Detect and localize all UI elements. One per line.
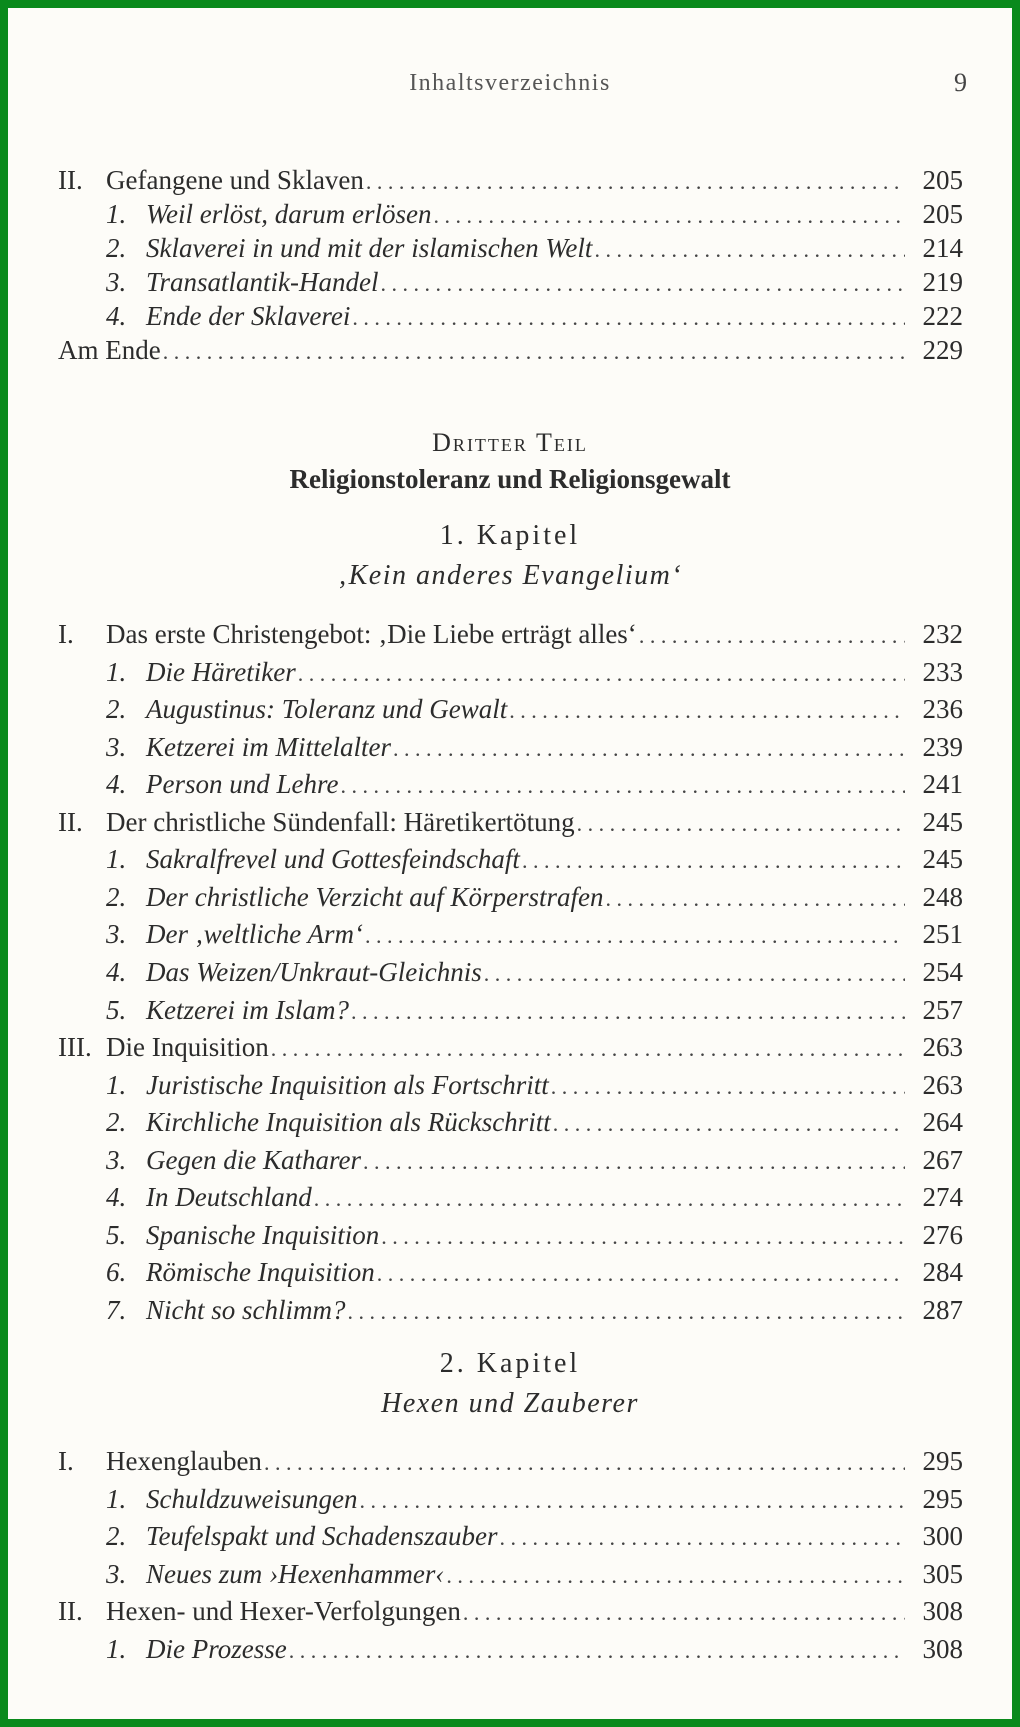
dot-leader: [377, 1255, 905, 1291]
toc-entry-title: Sakralfrevel und Gottesfeindschaft: [146, 844, 520, 875]
toc-entry-title: Gefangene und Sklaven: [106, 165, 364, 195]
chapter-1-label: 1. Kapitel: [439, 520, 581, 551]
toc-entry-number: 2.: [106, 881, 127, 912]
toc-entry-title: Sklaverei in und mit der islamischen Welt: [146, 233, 593, 263]
toc-subentry: [58, 1218, 963, 1252]
toc-entry-number: I.: [58, 619, 74, 649]
toc-entry-page: 245: [922, 844, 963, 875]
toc-entry-number: II.: [58, 165, 83, 195]
dot-leader: [393, 730, 905, 766]
toc-entry-title: Ketzerei im Mittelalter: [146, 731, 391, 762]
dot-leader: [348, 1293, 906, 1329]
toc-entry-title: Die Häretiker: [146, 656, 296, 687]
toc-entry-page: 308: [922, 1634, 963, 1664]
toc-entry-page: 248: [922, 881, 963, 912]
toc-entry-page: 229: [922, 335, 963, 365]
toc-entry-number: II.: [58, 1596, 83, 1627]
toc-entry-page: 245: [922, 806, 963, 837]
toc-entry-title: Das erste Christengebot: ‚Die Liebe erträgt alles‘: [106, 619, 637, 649]
toc-entry-number: 3.: [106, 1144, 127, 1175]
toc-entry-title: Schuldzuweisungen: [146, 1483, 358, 1514]
toc-subentry: [58, 1557, 963, 1591]
dot-leader: [314, 1180, 905, 1216]
toc-entry-title: Augustinus: Toleranz und Gewalt: [146, 694, 508, 725]
book-page: [8, 8, 1012, 1719]
toc-subentry: [58, 1068, 963, 1102]
toc-entry: [58, 1444, 963, 1478]
toc-subentry: [58, 1255, 963, 1289]
toc-entry-page: 263: [922, 1069, 963, 1100]
toc-entry-number: 4.: [106, 301, 127, 331]
toc-subentry: [58, 265, 963, 299]
toc-entry-title: Hexen- und Hexer-Verfolgungen: [106, 1596, 461, 1627]
dot-leader: [605, 880, 905, 916]
toc-entry-number: 1.: [106, 1634, 127, 1664]
toc-entry-number: III.: [58, 1032, 92, 1063]
toc-entry-number: I.: [58, 1446, 74, 1476]
dot-leader: [553, 1105, 905, 1141]
toc-entry-page: 232: [922, 619, 963, 649]
toc-subentry: [58, 917, 963, 951]
dot-leader: [264, 1444, 905, 1480]
dot-leader: [366, 163, 905, 199]
toc-entry-number: 2.: [106, 233, 127, 263]
toc-entry-title: Das Weizen/Unkraut-Gleichnis: [146, 956, 482, 987]
dot-leader: [363, 1143, 905, 1179]
toc-entry-number: 2.: [106, 1107, 127, 1138]
toc-subentry: [58, 955, 963, 989]
toc-entry: [58, 333, 963, 367]
toc-entry-title: Ketzerei im Islam?: [146, 994, 349, 1025]
dot-leader: [381, 1218, 905, 1254]
dot-leader: [639, 617, 905, 653]
toc-entry-number: 2.: [106, 694, 127, 725]
toc-entry-number: 4.: [106, 769, 127, 800]
toc-entry-page: 205: [922, 165, 963, 195]
toc-entry-number: 4.: [106, 956, 127, 987]
toc-entry-title: Person und Lehre: [146, 769, 339, 800]
toc-entry-title: Der christliche Sündenfall: Häretikertötung: [106, 806, 575, 837]
dot-leader: [340, 767, 905, 803]
dot-leader: [271, 1030, 905, 1066]
part-label: Dritter Teil: [432, 428, 588, 457]
toc-subentry: [58, 1143, 963, 1177]
toc-entry-number: 6.: [106, 1257, 127, 1288]
toc-entry-number: 1.: [106, 844, 127, 875]
dot-leader: [463, 1594, 905, 1630]
toc-entry-number: 2.: [106, 1521, 127, 1552]
dot-leader: [446, 1557, 905, 1593]
toc-subentry: [58, 692, 963, 726]
toc-entry-page: 284: [922, 1257, 963, 1288]
toc-entry-page: 287: [922, 1294, 963, 1325]
toc-entry-title: Spanische Inquisition: [146, 1219, 380, 1250]
toc-entry-title: Weil erlöst, darum erlösen: [146, 199, 432, 229]
dot-leader: [163, 333, 905, 369]
toc-entry-number: 1.: [106, 656, 127, 687]
chapter-2-title: Hexen und Zauberer: [381, 1388, 639, 1419]
toc-entry-page: 233: [922, 656, 963, 687]
toc-entry-number: 7.: [106, 1294, 127, 1325]
toc-entry-number: 3.: [106, 1558, 127, 1589]
dot-leader: [522, 842, 905, 878]
toc-entry-title: Juristische Inquisition als Fortschritt: [146, 1069, 549, 1100]
toc-subentry: [58, 299, 963, 333]
dot-leader: [499, 1519, 905, 1555]
toc-subentry: [58, 767, 963, 801]
toc-entry-page: 241: [922, 769, 963, 800]
toc-entry-page: 276: [922, 1219, 963, 1250]
toc-entry-title: Ende der Sklaverei: [146, 301, 351, 331]
dot-leader: [484, 955, 905, 991]
toc-subentry: [58, 1105, 963, 1139]
toc-entry-title: Teufelspakt und Schadenszauber: [146, 1521, 498, 1552]
toc-subentry: [58, 197, 963, 231]
toc-entry-number: 4.: [106, 1182, 127, 1213]
dot-leader: [351, 993, 905, 1029]
dot-leader: [289, 1632, 905, 1668]
toc-entry-title: In Deutschland: [146, 1182, 312, 1213]
toc-entry-page: 274: [922, 1182, 963, 1213]
toc-subentry: [58, 1632, 963, 1666]
toc-entry-page: 295: [922, 1483, 963, 1514]
toc-entry-number: 1.: [106, 1483, 127, 1514]
toc-entry-title: Der ‚weltliche Arm‘: [146, 919, 363, 950]
toc-entry-page: 254: [922, 956, 963, 987]
dot-leader: [434, 197, 906, 233]
toc-entry-title: Hexenglauben: [106, 1446, 262, 1476]
toc-entry-number: 1.: [106, 199, 127, 229]
dot-leader: [551, 1068, 905, 1104]
toc-subentry: [58, 655, 963, 689]
toc-entry-title: Nicht so schlimm?: [146, 1294, 346, 1325]
dot-leader: [381, 265, 905, 301]
toc-entry-page: 219: [922, 267, 963, 297]
toc-subentry: [58, 842, 963, 876]
dot-leader: [359, 1482, 905, 1518]
dot-leader: [298, 655, 905, 691]
toc-entry-number: II.: [58, 806, 83, 837]
toc-entry-page: 300: [922, 1521, 963, 1552]
toc-subentry: [58, 993, 963, 1027]
toc-entry-title: Der christliche Verzicht auf Körperstrafen: [146, 881, 604, 912]
toc-entry-title: Neues zum ›Hexenhammer‹: [146, 1558, 445, 1589]
toc-entry-title: Die Prozesse: [146, 1634, 287, 1664]
toc-entry-page: 214: [922, 233, 963, 263]
page-number: 9: [954, 68, 967, 97]
chapter-1-title: ‚Kein anderes Evangelium‘: [337, 560, 683, 591]
toc-subentry: [58, 730, 963, 764]
toc-entry-title: Am Ende: [58, 335, 161, 365]
toc-entry-number: 3.: [106, 919, 127, 950]
toc-entry-title: Römische Inquisition: [146, 1257, 375, 1288]
toc-entry-page: 239: [922, 731, 963, 762]
part-title: Religionstoleranz und Religionsgewalt: [289, 464, 731, 494]
dot-leader: [594, 231, 905, 267]
toc-entry-page: 264: [922, 1107, 963, 1138]
running-head: Inhaltsverzeichnis: [409, 70, 611, 96]
toc-entry-title: Die Inquisition: [106, 1032, 269, 1063]
toc-entry-number: 1.: [106, 1069, 127, 1100]
toc-subentry: [58, 1482, 963, 1516]
toc-entry-page: 251: [922, 919, 963, 950]
toc-subentry: [58, 880, 963, 914]
dot-leader: [352, 299, 905, 335]
dot-leader: [509, 692, 905, 728]
toc-entry-page: 295: [922, 1446, 963, 1476]
toc-entry-title: Transatlantik-Handel: [146, 267, 379, 297]
toc-entry-page: 205: [922, 199, 963, 229]
toc-subentry: [58, 1519, 963, 1553]
dot-leader: [365, 917, 905, 953]
chapter-2-label: 2. Kapitel: [439, 1348, 581, 1379]
toc-subentry: [58, 1293, 963, 1327]
dot-leader: [577, 805, 905, 841]
toc-entry: [58, 1030, 963, 1064]
toc-entry-title: Kirchliche Inquisition als Rückschritt: [146, 1107, 551, 1138]
toc-entry-page: 236: [922, 694, 963, 725]
toc-entry-number: 5.: [106, 994, 127, 1025]
toc-entry: [58, 163, 963, 197]
toc-entry: [58, 1594, 963, 1628]
toc-entry-page: 263: [922, 1032, 963, 1063]
toc-subentry: [58, 1180, 963, 1214]
toc-entry-page: 267: [922, 1144, 963, 1175]
toc-entry-page: 257: [922, 994, 963, 1025]
toc-entry-number: 3.: [106, 731, 127, 762]
toc-entry-number: 3.: [106, 267, 127, 297]
toc-entry: [58, 805, 963, 839]
toc-entry: [58, 617, 963, 651]
toc-entry-page: 305: [922, 1558, 963, 1589]
toc-subentry: [58, 231, 963, 265]
toc-entry-page: 308: [922, 1596, 963, 1627]
toc-entry-title: Gegen die Katharer: [146, 1144, 361, 1175]
toc-entry-page: 222: [922, 301, 963, 331]
toc-entry-number: 5.: [106, 1219, 127, 1250]
